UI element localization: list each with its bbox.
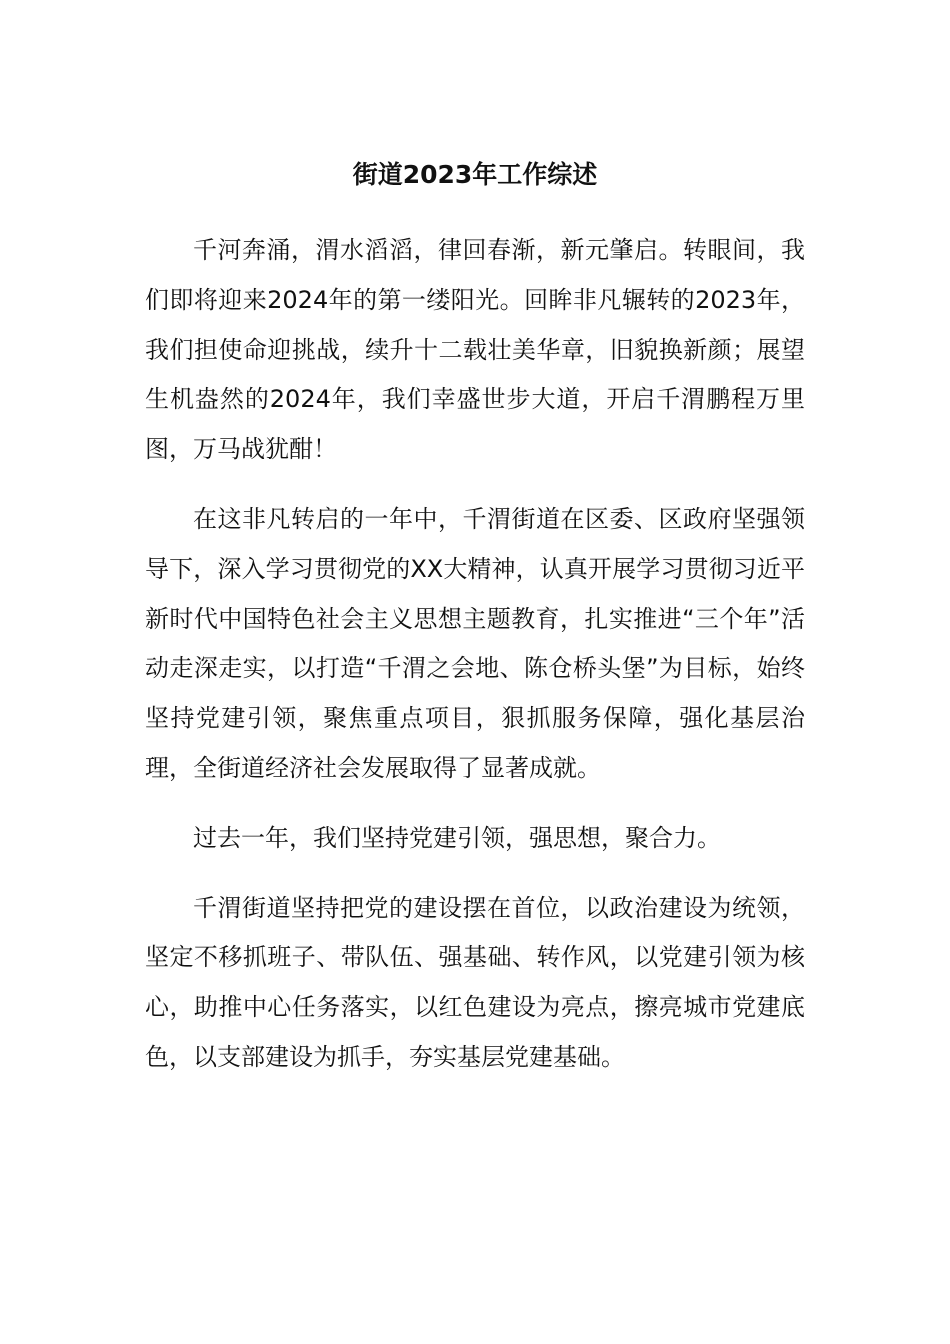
- document-body: [145, 226, 805, 1103]
- paragraph-party-leadership: 过去一年，我们坚持党建引领，强思想，聚合力。: [193, 823, 721, 852]
- paragraph-overview: 在这非凡转启的一年中，千渭街道在区委、区政府坚强领导下，深入学习贯彻党的XX大精神，认真开展学习贯彻习近平新时代中国特色社会主义思想主题教育，扎实推进“三个年”活动走深走实，以打造“千渭之会地、陈仓桥头堡”为目标，始终坚持党建引领，聚焦重点项目，狠抓服务保障，强化基层治理，全街道经济社会发展取得了显著成就。: [145, 504, 805, 782]
- paragraph-party-building: 千渭街道坚持把党的建设摆在首位，以政治建设为统领，坚定不移抓班子、带队伍、强基础、转作风，以党建引领为核心，助推中心任务落实，以红色建设为亮点，擦亮城市党建底色，以支部建设为抓手，夯实基层党建基础。: [145, 893, 805, 1071]
- paragraph-intro: 千河奔涌，渭水滔滔，律回春渐，新元肇启。转眼间，我们即将迎来2024年的第一缕阳光。回眸非凡辗转的2023年，我们担使命迎挑战，续升十二载壮美华章，旧貌换新颜；展望生机盎然的2024年，我们幸盛世步大道，开启千渭鹏程万里图，万马战犹酣！: [145, 236, 805, 464]
- document-title: 街道2023年工作综述: [352, 160, 598, 189]
